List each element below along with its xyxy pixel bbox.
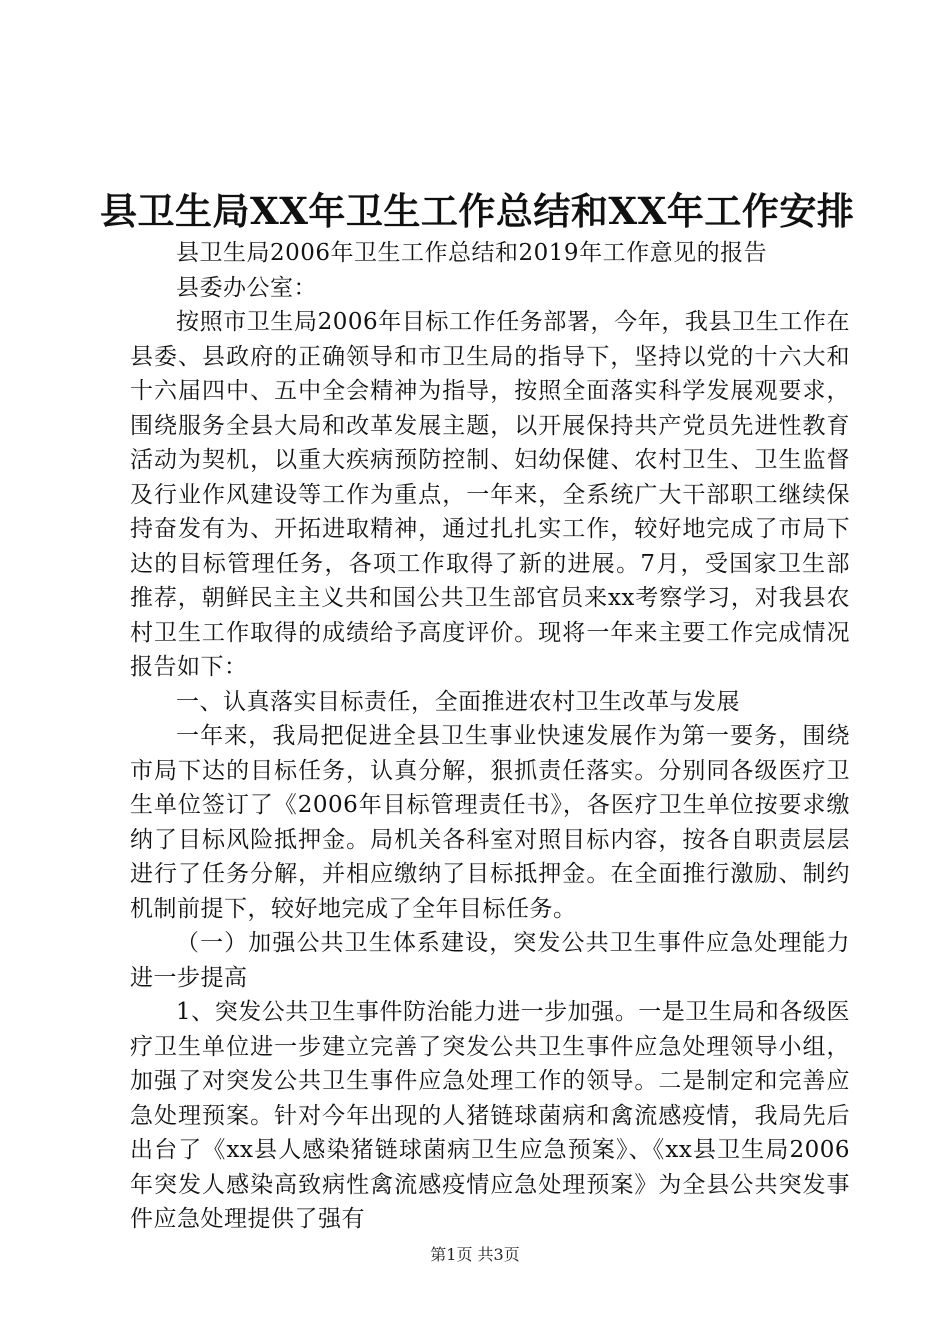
section-1-paragraph: 一年来，我局把促进全县卫生事业快速发展作为第一要务，围绕市局下达的目标任务，认真分解，狠抓责任落实。分别同各级医疗卫生单位签订了《2006年目标管理责任书》，各医疗卫生单位按要求缴纳了目标风险抵押金。局机关各科室对照目标内容，按各自职责层层进行了任务分解，并相应缴纳了目标抵押金。在全面推行激励、制约机制前提下，较好地完成了全年目标任务。 (130, 723, 850, 922)
subsection-1-paragraph: 1、突发公共卫生事件防治能力进一步加强。一是卫生局和各级医疗卫生单位进一步建立完善了突发公共卫生事件应急处理领导小组，加强了对突发公共卫生事件应急处理工作的领导。二是制定和完善应急处理预案。针对今年出现的人猪链球菌病和禽流感疫情，我局先后出台了《xx县人感染猪链球菌病卫生应急预案》、《xx县卫生局2006年突发人感染高致病性禽流感疫情应急处理预案》为全县公共突发事件应急处理提供了强有 (130, 999, 850, 1232)
document-body (130, 236, 850, 1237)
intro-paragraph: 按照市卫生局2006年目标工作任务部署，今年，我县卫生工作在县委、县政府的正确领导和市卫生局的指导下，坚持以党的十六大和十六届四中、五中全会精神为指导，按照全面落实科学发展观要求，围绕服务全县大局和改革发展主题，以开展保持共产党员先进性教育活动为契机，以重大疾病预防控制、妇幼保健、农村卫生、卫生监督及行业作风建设等工作为重点，一年来，全系统广大干部职工继续保持奋发有为、开拓进取精神，通过扎扎实工作，较好地完成了市局下达的目标管理任务，各项工作取得了新的进展。7月，受国家卫生部推荐，朝鲜民主主义共和国公共卫生部官员来xx考察学习，对我县农村卫生工作取得的成绩给予高度评价。现将一年来主要工作完成情况报告如下： (130, 309, 850, 680)
report-heading: 县卫生局2006年卫生工作总结和2019年工作意见的报告 (176, 240, 768, 266)
subsection-heading-1: （一）加强公共卫生体系建设，突发公共卫生事件应急处理能力进一步提高 (130, 930, 850, 991)
section-heading-1: 一、认真落实目标责任，全面推进农村卫生改革与发展 (176, 688, 740, 715)
page-number-footer: 第1页 共3页 (430, 1245, 520, 1264)
document-title: 县卫生局XX年卫生工作总结和XX年工作安排 (100, 189, 855, 233)
addressee-line: 县委办公室： (176, 274, 317, 301)
